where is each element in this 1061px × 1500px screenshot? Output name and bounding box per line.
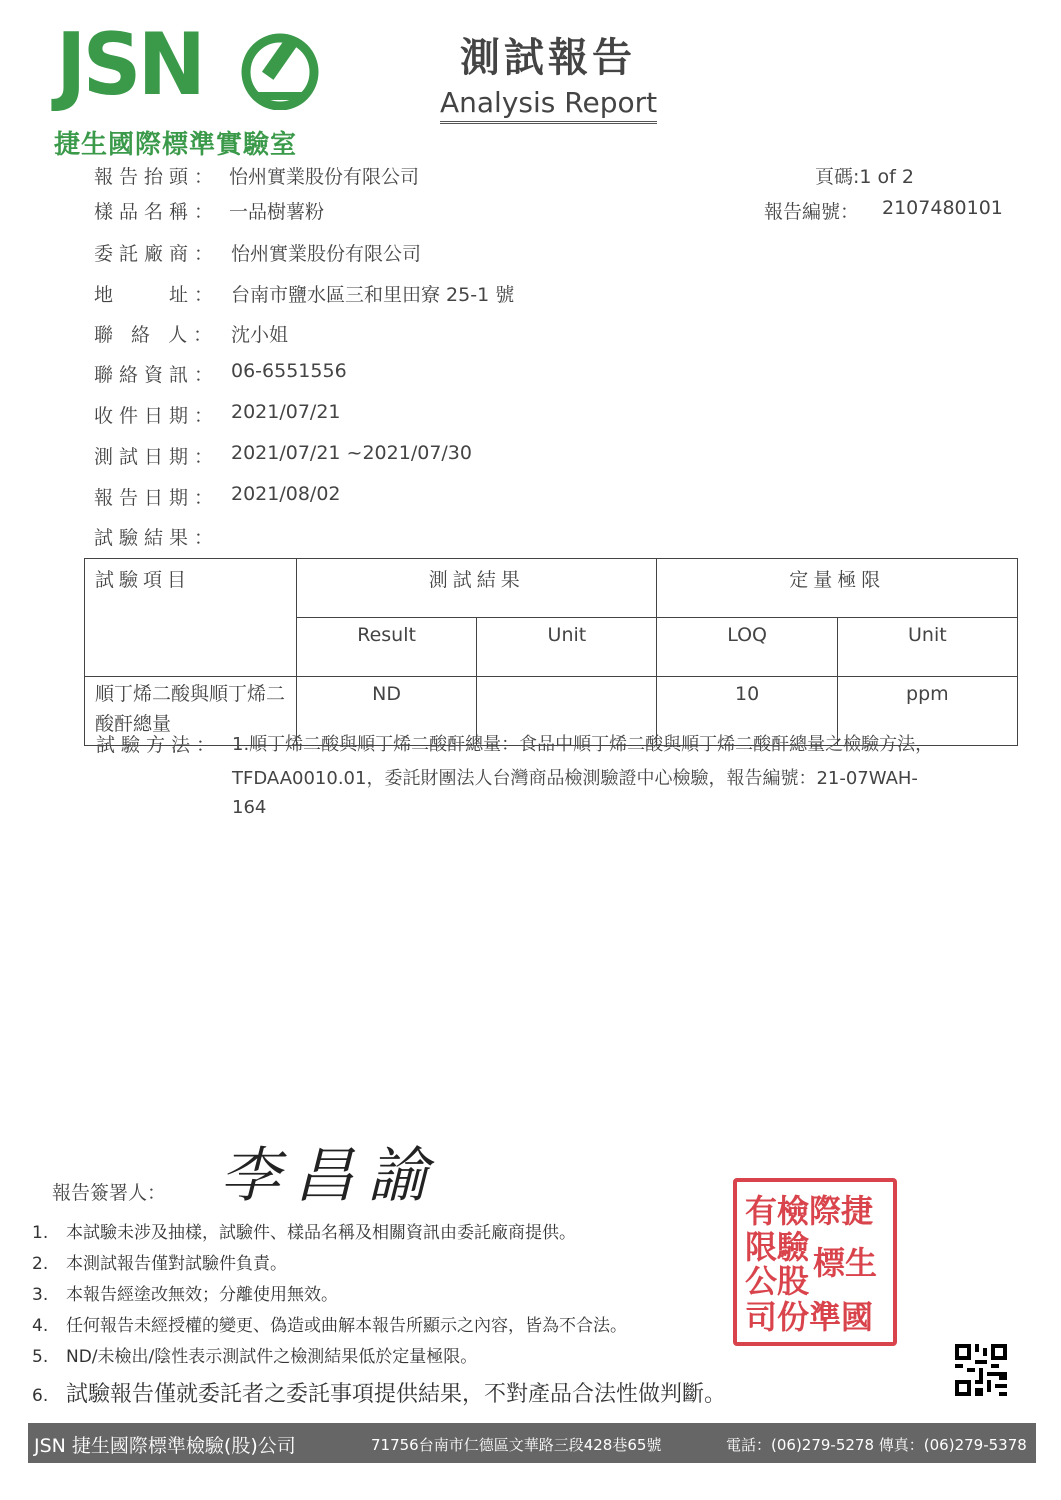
company-logo-text: JSN xyxy=(56,15,203,115)
method-label: 試驗方法： xyxy=(96,734,222,756)
report-title-en: Analysis Report xyxy=(440,86,657,124)
field-label: 試驗結果： xyxy=(94,527,220,549)
page-number: 頁碼:1 of 2 xyxy=(815,166,914,188)
col-result-header: 測試結果 xyxy=(296,559,657,618)
svg-text:標生: 標生 xyxy=(813,1244,878,1282)
row-result: ND xyxy=(296,677,476,746)
field-value: 一品樹薯粉 xyxy=(229,201,325,223)
row-item: 順丁烯二酸與順丁烯二酸酐總量 xyxy=(85,677,297,746)
col-item-header: 試驗項目 xyxy=(85,559,297,677)
lab-name: 捷生國際標準實驗室 xyxy=(54,130,298,160)
field-value: 怡州實業股份有限公司 xyxy=(231,243,422,265)
row-loq-unit: ppm xyxy=(837,677,1017,746)
list-item: 2. 本測試報告僅對試驗件負責。 xyxy=(32,1254,287,1274)
field-value: 06-6551556 xyxy=(231,360,347,382)
svg-text:有檢際捷: 有檢際捷 xyxy=(745,1192,874,1230)
field-label: 報告日期： xyxy=(94,487,220,509)
svg-text:限驗: 限驗 xyxy=(745,1228,810,1266)
sub-unit2-header: Unit xyxy=(837,618,1017,677)
seal-icon xyxy=(737,1182,893,1342)
method-line: 164 xyxy=(232,797,267,818)
company-seal-stamp xyxy=(733,1178,897,1346)
method-line: 1.順丁烯二酸與順丁烯二酸酐總量：食品中順丁烯二酸與順丁烯二酸酐總量之檢驗方法， xyxy=(232,734,934,755)
field-value: 台南市鹽水區三和里田寮 25-1 號 xyxy=(231,284,515,306)
list-item: 6. 試驗報告僅就委託者之委託事項提供結果，不對產品合法性做判斷。 xyxy=(32,1382,727,1407)
list-item: 5. ND/未檢出/陰性表示測試件之檢測結果低於定量極限。 xyxy=(32,1347,478,1367)
method-line: TFDAA0010.01，委託財團法人台灣商品檢測驗證中心檢驗，報告編號：21-07WAH- xyxy=(232,768,918,789)
footer-address: 71756台南市仁德區文華路三段428巷65號 xyxy=(371,1436,662,1454)
list-item: 4. 任何報告未經授權的變更、偽造或曲解本報告所顯示之內容，皆為不合法。 xyxy=(32,1316,627,1336)
field-label: 聯絡資訊： xyxy=(94,364,220,386)
field-label: 聯 絡 人： xyxy=(94,324,219,346)
field-label: 報告抬頭： xyxy=(94,166,220,188)
field-value: 沈小姐 xyxy=(231,324,289,346)
field-label: 測試日期： xyxy=(94,446,220,468)
field-value: 怡州實業股份有限公司 xyxy=(229,166,420,188)
report-title-zh: 測試報告 xyxy=(460,35,636,81)
list-item: 1. 本試驗未涉及抽樣，試驗件、樣品名稱及相關資訊由委託廠商提供。 xyxy=(32,1223,576,1243)
field-label: 地 址： xyxy=(94,284,220,306)
field-label: 樣品名稱： xyxy=(94,201,220,223)
field-value: 2021/07/21 ~2021/07/30 xyxy=(231,442,472,464)
svg-text:公股: 公股 xyxy=(745,1262,810,1300)
row-loq: 10 xyxy=(657,677,837,746)
field-label: 委託廠商： xyxy=(94,243,220,265)
report-number-label: 報告編號： xyxy=(764,201,860,223)
field-label: 收件日期： xyxy=(94,405,220,427)
footer-company: JSN 捷生國際標準檢驗(股)公司 xyxy=(34,1435,296,1457)
notes-list xyxy=(32,1218,726,1408)
svg-text:司份準國: 司份準國 xyxy=(745,1298,874,1336)
sub-result-header: Result xyxy=(296,618,476,677)
sub-unit-header: Unit xyxy=(477,618,657,677)
microscope-logo-icon xyxy=(238,30,324,110)
signer-label: 報告簽署人： xyxy=(52,1182,167,1204)
field-value: 2021/07/21 xyxy=(231,401,341,423)
field-value: 2021/08/02 xyxy=(231,483,341,505)
list-item: 3. 本報告經塗改無效；分離使用無效。 xyxy=(32,1285,338,1305)
report-number: 2107480101 xyxy=(882,197,1003,219)
sub-loq-header: LOQ xyxy=(657,618,837,677)
results-table xyxy=(84,558,1018,746)
footer-bar xyxy=(28,1423,1036,1463)
signature: 李昌諭 xyxy=(220,1141,442,1211)
footer-phone: 電話：(06)279-5278 傳真：(06)279-5378 xyxy=(726,1436,1027,1454)
qr-code-icon xyxy=(955,1344,1007,1396)
col-limit-header: 定量極限 xyxy=(657,559,1018,618)
